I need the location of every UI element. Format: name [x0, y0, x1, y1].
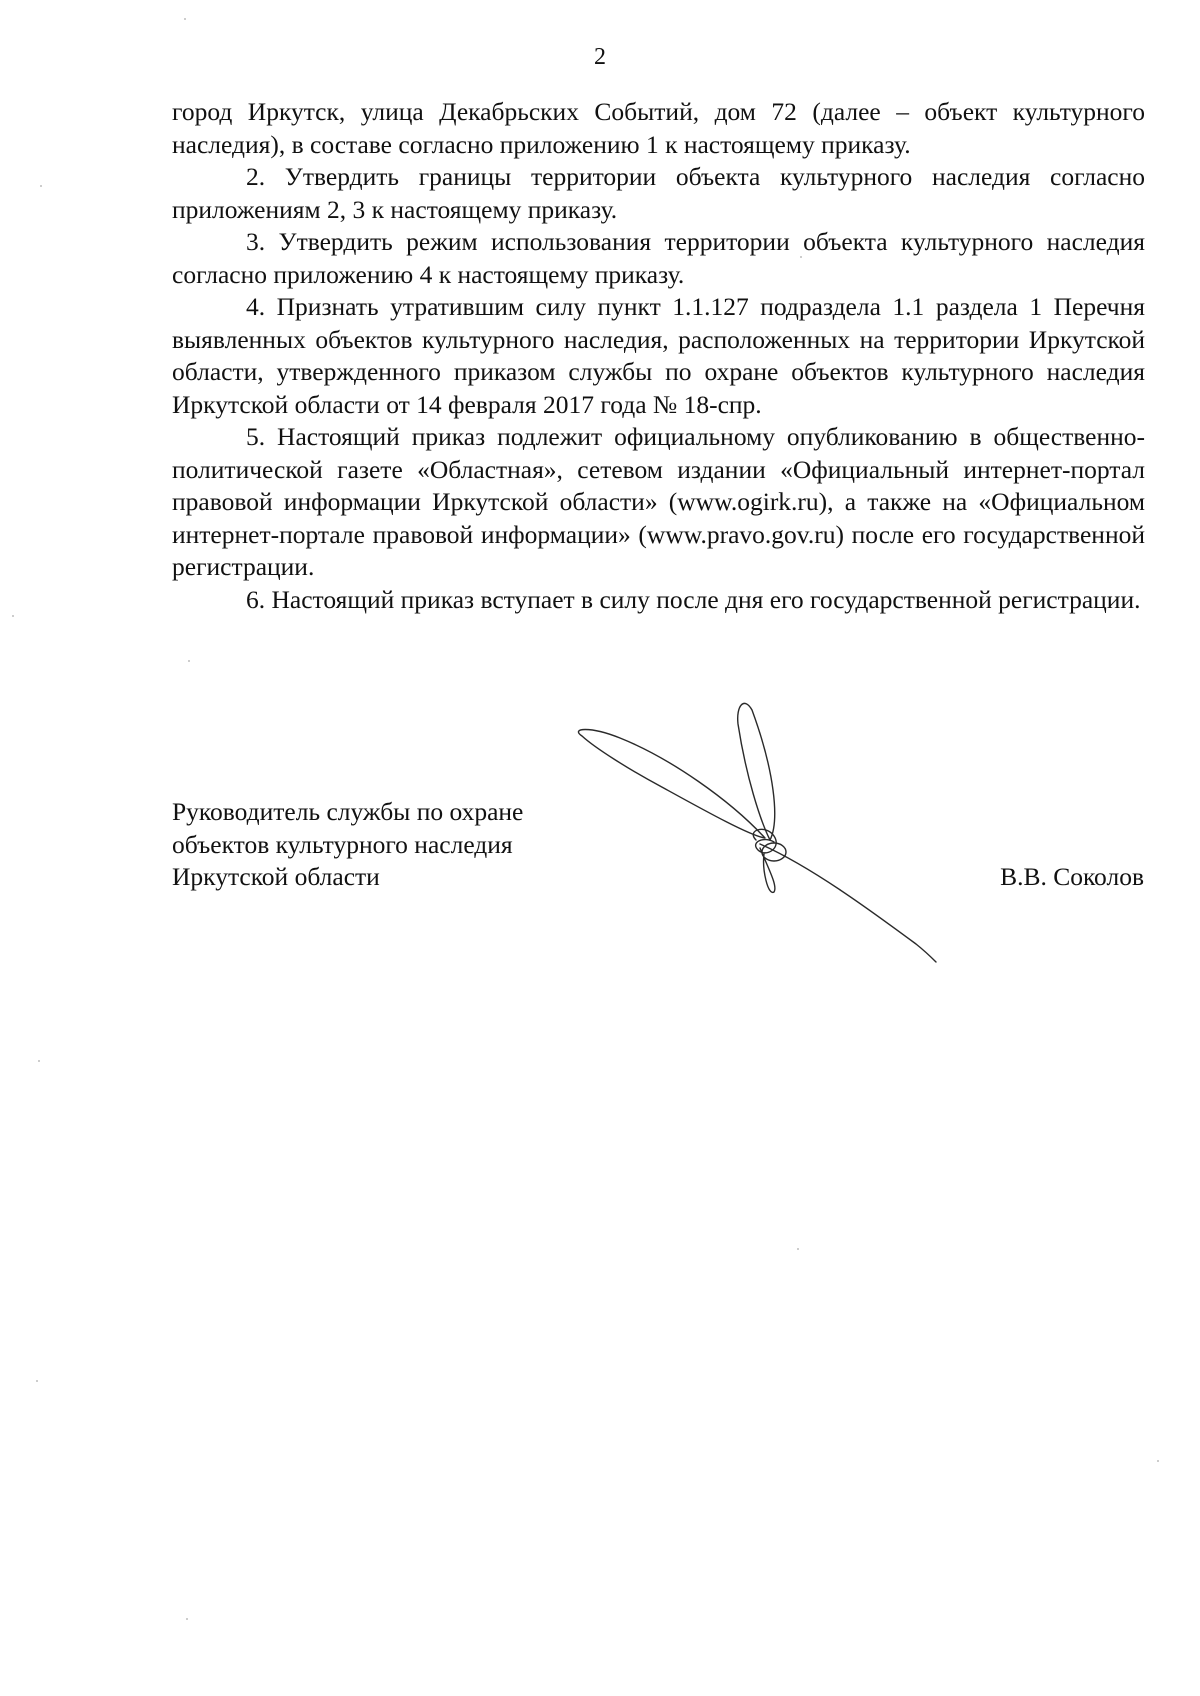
document-body — [172, 96, 1145, 616]
scan-speck — [38, 1060, 40, 1062]
paragraph-item-4: 4. Признать утратившим силу пункт 1.1.127 подраздела 1.1 раздела 1 Перечня выявленных объектов культурного наследия, расположенных на территории Иркутской области, утвержденного приказом службы по охране объектов культурного наследия Иркутской области от 14 февраля 2017 года № 18-спр. — [172, 292, 1145, 419]
scan-speck — [188, 660, 190, 662]
page-number: 2 — [594, 44, 606, 70]
scan-speck — [12, 615, 14, 617]
scan-speck — [186, 1618, 188, 1620]
scan-speck — [184, 18, 186, 20]
paragraph-item-3: 3. Утвердить режим использования территории объекта культурного наследия согласно приложению 4 к настоящему приказу. — [172, 227, 1145, 289]
scan-speck — [40, 185, 42, 187]
scan-speck — [797, 1248, 799, 1250]
handwritten-signature — [560, 690, 1000, 1020]
paragraph-item-2: 2. Утвердить границы территории объекта культурного наследия согласно приложениям 2, 3 к настоящему приказу. — [172, 162, 1145, 224]
paragraph-item-5: 5. Настоящий приказ подлежит официальному опубликованию в общественно-политической газете «Областная», сетевом издании «Официальный интернет-портал правовой информации Иркутской области» (www.ogirk.ru), а также на «Официальном интернет-портале правовой информации» (www.pravo.gov.ru) после его государственной регистрации. — [172, 422, 1145, 581]
signer-position-line: Иркутской области — [172, 862, 380, 891]
paragraph-continuation: город Иркутск, улица Декабрьских Событий, дом 72 (далее – объект культурного наследия), в составе согласно приложению 1 к настоящему приказу. — [172, 97, 1145, 159]
scan-speck — [36, 1380, 38, 1382]
signer-position-line: объектов культурного наследия — [172, 829, 513, 859]
scan-speck — [800, 256, 802, 258]
paragraph-item-6: 6. Настоящий приказ вступает в силу после дня его государственной регистрации. — [246, 584, 1141, 614]
signer-name: В.В. Соколов — [1000, 862, 1144, 891]
scan-speck — [1157, 1460, 1159, 1462]
signer-position-line: Руководитель службы по охране — [172, 797, 524, 826]
